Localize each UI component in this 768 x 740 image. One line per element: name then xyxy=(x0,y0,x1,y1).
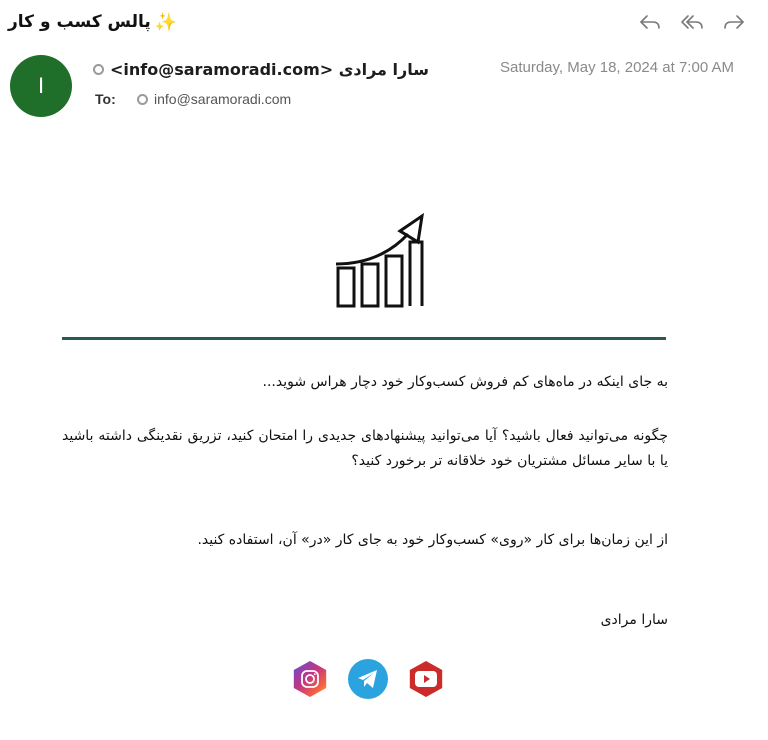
to-label: To: xyxy=(95,91,116,107)
avatar-initial: I xyxy=(37,73,45,98)
email-subject xyxy=(8,12,177,33)
social-links xyxy=(290,659,446,699)
signature: سارا مرادی xyxy=(600,612,668,628)
youtube-link[interactable] xyxy=(406,659,446,699)
sender-avatar xyxy=(10,55,72,117)
sender-name[interactable]: سارا مرادی <info@saramoradi.com> xyxy=(110,60,429,79)
content-divider xyxy=(62,337,666,340)
reply-all-icon xyxy=(680,11,704,33)
sender-status-icon xyxy=(93,64,104,75)
reply-all-button[interactable] xyxy=(678,8,706,36)
from-row xyxy=(93,60,429,79)
recipient-address[interactable]: info@saramoradi.com xyxy=(154,91,292,107)
instagram-icon xyxy=(292,661,328,697)
email-subject-text: پالس کسب و کار xyxy=(8,12,151,32)
body-paragraph-1: به جای اینکه در ماه‌های کم فروش کسب‌وکار خود دچار هراس شوید... xyxy=(262,374,668,390)
forward-icon xyxy=(722,11,746,33)
forward-button[interactable] xyxy=(720,8,748,36)
recipient-status-icon xyxy=(137,94,148,105)
body-paragraph-3: از این زمان‌ها برای کار «روی» کسب‌وکار خود به جای کار «در» آن، استفاده کنید. xyxy=(197,532,668,548)
email-date: Saturday, May 18, 2024 at 7:00 AM xyxy=(499,59,734,76)
message-actions xyxy=(636,8,748,36)
telegram-icon xyxy=(348,659,388,699)
to-row xyxy=(95,91,291,107)
reply-button[interactable] xyxy=(636,8,664,36)
telegram-link[interactable] xyxy=(348,659,388,699)
reply-icon xyxy=(638,11,662,33)
youtube-icon xyxy=(408,661,444,697)
glowing-star-icon: ✨ xyxy=(154,11,178,33)
email-header xyxy=(8,8,748,36)
instagram-link[interactable] xyxy=(290,659,330,699)
growth-chart-icon xyxy=(330,210,430,314)
body-paragraph-2: چگونه می‌توانید فعال باشید؟ آیا می‌توانید پیشنهادهای جدیدی را امتحان کنید، تزریق نقدینگی داشته باشید یا با سایر مسائل مشتریان خود خلاقانه تر برخورد کنید؟ xyxy=(62,428,668,469)
